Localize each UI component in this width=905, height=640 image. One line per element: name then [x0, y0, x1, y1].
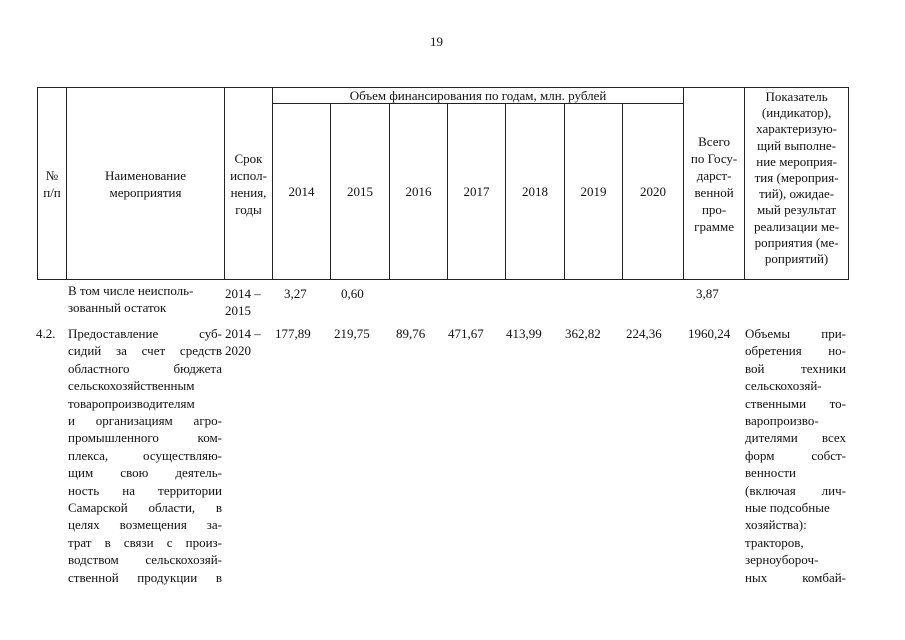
header-year-2017: 2017	[448, 104, 506, 280]
row-2-num: 4.2.	[36, 326, 56, 341]
header-total: Всего по Госу- дарст- венной про- грамме	[684, 88, 745, 280]
header-year-2018: 2018	[506, 104, 565, 280]
header-name: Наименование мероприятия	[67, 88, 225, 280]
header-year-2020: 2020	[623, 104, 684, 280]
row-2-total: 1960,24	[688, 326, 731, 341]
row-2-value-2019: 362,82	[565, 326, 601, 341]
row-2-value-2020: 224,36	[626, 326, 662, 341]
row-2-value-2017: 471,67	[448, 326, 484, 341]
row-2-value-2016: 89,76	[396, 326, 426, 341]
row-2-term: 2014 – 2020	[225, 326, 261, 359]
header-term: Срок испол- нения, годы	[225, 88, 273, 280]
row-1-term: 2014 – 2015	[225, 286, 261, 319]
page-number: 19	[430, 34, 443, 49]
header-year-2016: 2016	[390, 104, 448, 280]
header-indicator: Показатель (индикатор), характеризую- щий выполне- ние мероприя- тия (мероприя- тий), ожидае- мый результат реализации ме- роприятия (ме- роприятий)	[745, 88, 849, 280]
header-year-2015: 2015	[331, 104, 390, 280]
row-2-name: Предоставление суб- сидий за счет средств областного бюджета сельскохозяйственным товаропроизводителям и организациям агро- промышленного ком- плекса, осуществляю- щим свою деятель- ность на территории Самарской области, в целях возмещения за- трат в связи с произ- водством сельскохозяй- ственной продукции в	[68, 326, 222, 585]
header-table	[37, 87, 849, 280]
row-2-value-2018: 413,99	[506, 326, 542, 341]
row-1-value-2014: 3,27	[284, 286, 307, 301]
row-2-value-2014: 177,89	[275, 326, 311, 341]
row-1-name: В том числе неисполь- зованный остаток	[68, 283, 194, 316]
header-year-2014: 2014	[273, 104, 331, 280]
row-2-indicator: Объемы при- обретения но- вой техники сельскохозяй- ственными то- варопроизво- дителями всех форм собст- венности (включая лич- ные подсобные хозяйства): тракторов, зерноубороч- ных комбай-	[745, 326, 846, 585]
header-year-2019: 2019	[565, 104, 623, 280]
row-1-total: 3,87	[696, 286, 719, 301]
row-2-value-2015: 219,75	[334, 326, 370, 341]
header-num: № п/п	[38, 88, 67, 280]
header-funding-title: Объем финансирования по годам, млн. рублей	[273, 88, 684, 104]
row-1-value-2015: 0,60	[341, 286, 364, 301]
